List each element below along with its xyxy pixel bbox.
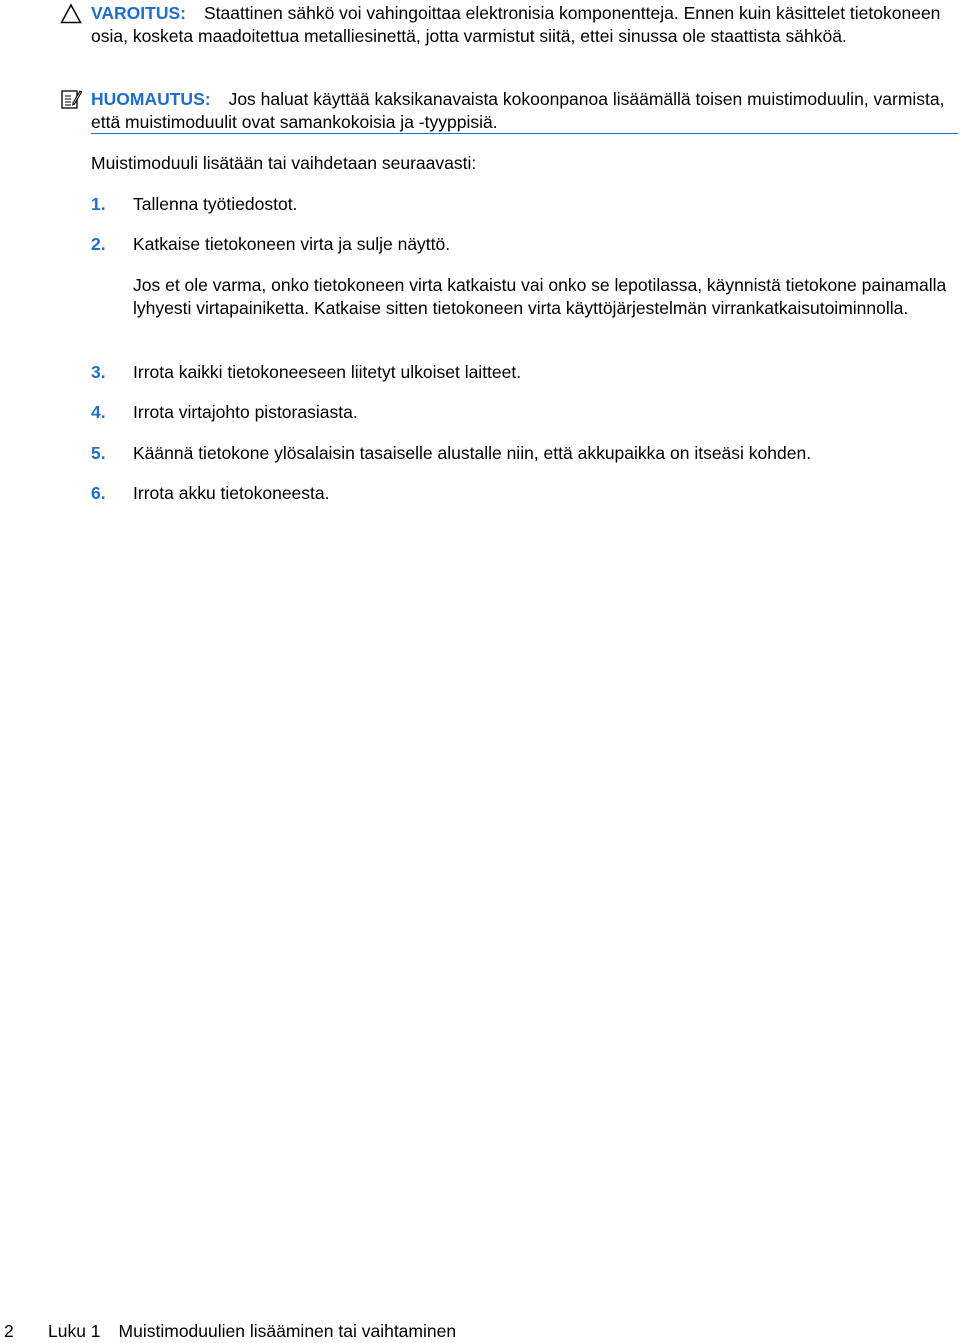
step-number: 4. (91, 402, 106, 422)
page-footer (4, 1320, 456, 1343)
step-text: Tallenna työtiedostot. (133, 194, 298, 214)
warning-block (91, 2, 958, 48)
step-text: Irrota kaikki tietokoneeseen liitetyt ulkoiset laitteet. (133, 362, 522, 382)
page-number: 2 (4, 1321, 14, 1341)
note-label: HUOMAUTUS: (91, 89, 211, 109)
step-text: Käännä tietokone ylösalaisin tasaiselle alustalle niin, että akkupaikka on itseäsi kohden. (133, 443, 812, 463)
step-number: 1. (91, 194, 106, 214)
step-text: Irrota virtajohto pistorasiasta. (133, 402, 358, 422)
note-block (91, 88, 958, 134)
warning-label: VAROITUS: (91, 3, 186, 23)
step-text: Irrota akku tietokoneesta. (133, 483, 330, 503)
step-number: 2. (91, 234, 106, 254)
chapter-title: Muistimoduulien lisääminen tai vaihtaminen (118, 1321, 457, 1341)
step-number: 3. (91, 362, 106, 382)
step-number: 6. (91, 483, 106, 503)
note-paragraph (91, 88, 958, 134)
note-divider (91, 133, 958, 134)
step-text: Katkaise tietokoneen virta ja sulje näyttö. (133, 234, 451, 254)
warning-triangle-icon (60, 3, 82, 25)
warning-paragraph (91, 2, 958, 48)
intro-text: Muistimoduuli lisätään tai vaihdetaan seuraavasti: (91, 153, 477, 173)
warning-text: Staattinen sähkö voi vahingoittaa elektronisia komponentteja. Ennen kuin käsittelet tietokoneen osia, kosketa maadoitettua metalliesinettä, jotta varmistut siitä, ettei sinussa ole staattista sähköä. (91, 3, 941, 46)
note-pencil-icon (60, 88, 82, 110)
note-text: Jos haluat käyttää kaksikanavaista kokoonpanoa lisäämällä toisen muistimoduulin, varmista, että muistimoduulit ovat samankokoisia ja -tyyppisiä. (91, 89, 945, 132)
step-2-detail: Jos et ole varma, onko tietokoneen virta katkaistu vai onko se lepotilassa, käynnistä tietokone painamalla lyhyesti virtapainiketta. Katkaise sitten tietokoneen virta käyttöjärjestelmän virrankatkaisutoiminnolla. (133, 275, 947, 318)
chapter-label: Luku 1 (48, 1321, 101, 1341)
step-number: 5. (91, 443, 106, 463)
